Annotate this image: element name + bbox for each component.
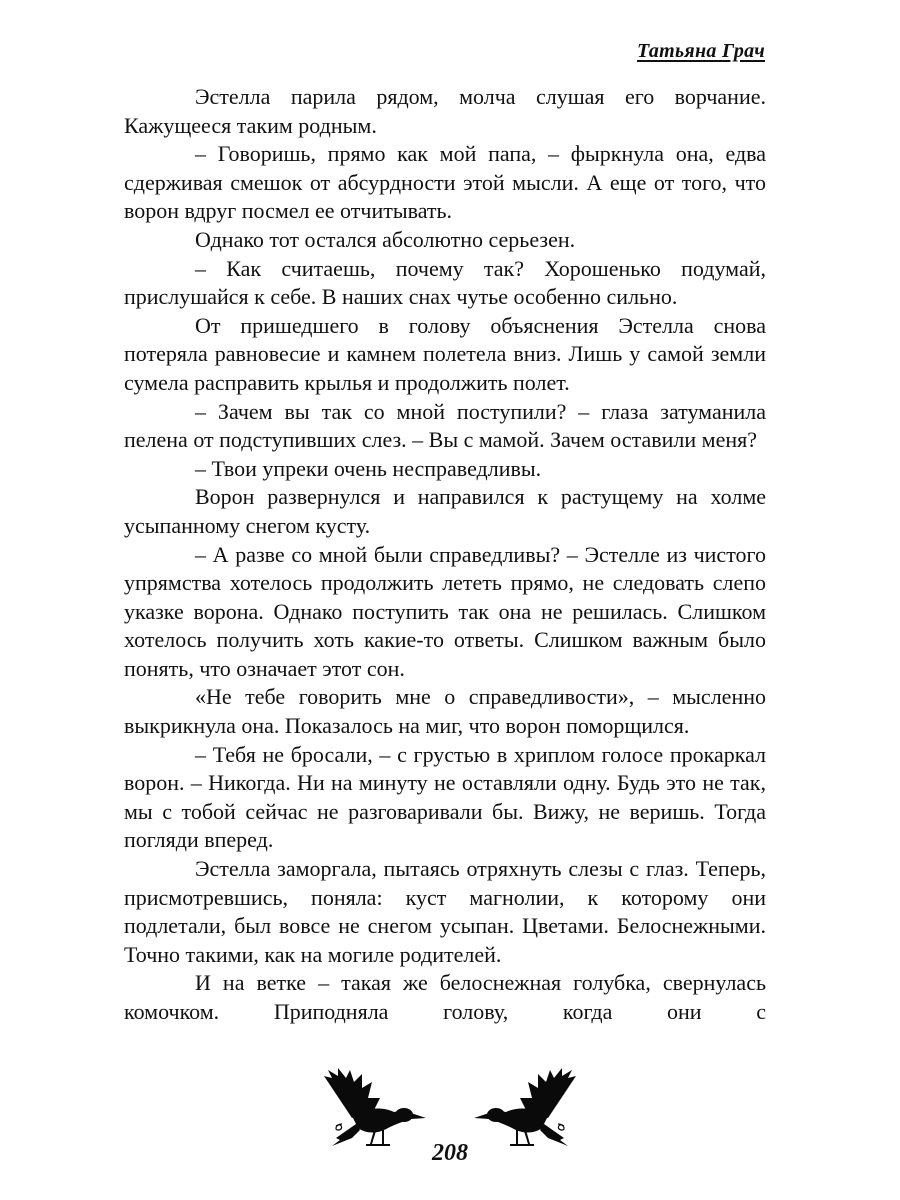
paragraph: – А разве со мной были справедливы? – Эстелле из чистого упрямства хотелось продолжить лететь прямо, не следовать слепо указке ворона. Однако поступить так она не решилась. Слишком хотелось получить хоть какие-то ответы. Слишком важным было понять, что означает этот сон. bbox=[124, 541, 766, 681]
paragraph: – Зачем вы так со мной поступили? – глаза затуманила пелена от подступивших слез. – Вы с мамой. Зачем оставили меня? bbox=[124, 398, 766, 453]
paragraph: Эстелла заморгала, пытаясь отряхнуть слезы с глаз. Теперь, присмотревшись, поняла: куст магнолии, к которому они подлетали, был вовсе не снегом усыпан. Цветами. Белоснежными. Точно такими, как на могиле родителей. bbox=[124, 856, 766, 967]
paragraph: Ворон развернулся и направился к растущему на холме усыпанному снегом кусту. bbox=[124, 484, 766, 538]
paragraph: «Не тебе говорить мне о справедливости», – мысленно выкрикнула она. Показалось на миг, что ворон поморщился. bbox=[124, 684, 766, 739]
paragraph: – Говоришь, прямо как мой папа, – фыркнула она, едва сдерживая смешок от абсурдности этой мысли. А еще от того, что ворон вдруг посмел ее отчитывать. bbox=[124, 141, 766, 224]
raven-icon bbox=[322, 1068, 430, 1146]
page-number: 208 bbox=[432, 1140, 468, 1166]
raven-icon bbox=[470, 1068, 578, 1146]
paragraph: От пришедшего в голову объяснения Эстелла снова потеряла равновесие и камнем полетела вниз. Лишь у самой земли сумела расправить крылья и продолжить полет. bbox=[124, 312, 766, 395]
paragraph: – Тебя не бросали, – с грустью в хриплом голосе прокаркал ворон. – Никогда. Ни на минуту не оставляли одну. Будь это не так, мы с тобой сейчас не разговаривали бы. Вижу, не веришь. Тогда погляди вперед. bbox=[124, 741, 766, 853]
paragraph: Однако тот остался абсолютно серьезен. bbox=[195, 226, 576, 252]
page-body bbox=[124, 83, 766, 1027]
paragraph: И на ветке – такая же белоснежная голубка, свернулась комочком. Приподняла голову, когда они с bbox=[124, 970, 766, 1024]
paragraph: Эстелла парила рядом, молча слушая его ворчание. Кажущееся таким родным. bbox=[124, 84, 766, 138]
running-header-author: Татьяна Грач bbox=[637, 40, 765, 62]
paragraph: – Твои упреки очень несправедливы. bbox=[195, 455, 542, 481]
paragraph: – Как считаешь, почему так? Хорошенько подумай, прислушайся к себе. В наших снах чутье особенно сильно. bbox=[124, 255, 766, 310]
